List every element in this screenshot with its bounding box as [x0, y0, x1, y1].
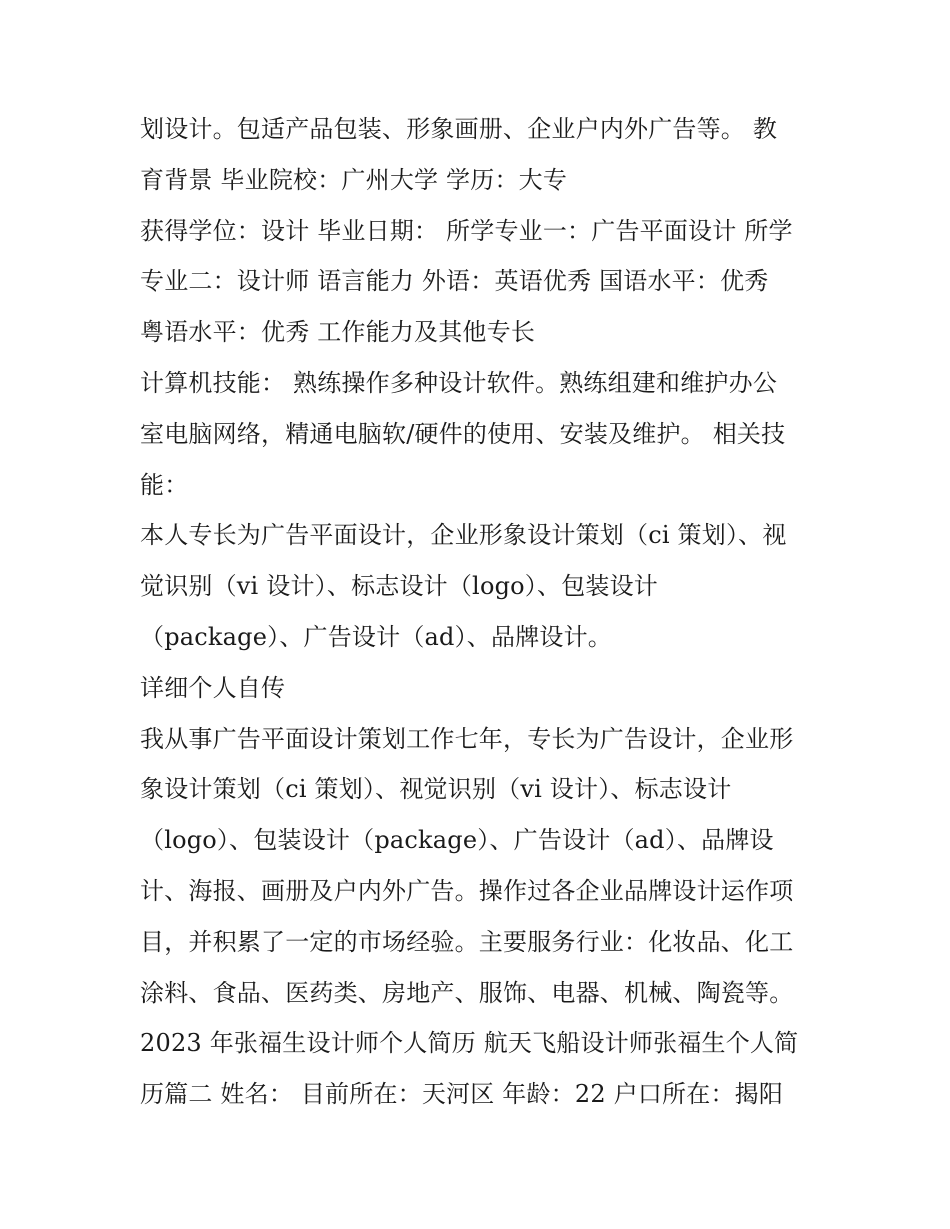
text-line: （logo）、包装设计（package）、广告设计（ad）、品牌设: [140, 826, 774, 855]
text-line: 我从事广告平面设计策划工作七年，专长为广告设计，企业形: [140, 724, 794, 753]
text-line: 专业二：设计师 语言能力 外语：英语优秀 国语水平：优秀: [140, 267, 769, 296]
text-line: 能：: [140, 470, 189, 499]
text-line: 目，并积累了一定的市场经验。主要服务行业：化妆品、化工: [140, 927, 794, 956]
text-line: 育背景 毕业院校：广州大学 学历：大专: [140, 165, 568, 194]
text-line: 涂料、食品、医药类、房地产、服饰、电器、机械、陶瓷等。: [140, 978, 794, 1007]
document-body: [140, 104, 820, 1120]
text-line: 2023 年张福生设计师个人简历 航天飞船设计师张福生个人简: [140, 1029, 799, 1058]
text-line: 计、海报、画册及户内外广告。操作过各企业品牌设计运作项: [140, 876, 794, 905]
text-line: （package）、广告设计（ad）、品牌设计。: [140, 622, 613, 651]
section-heading: 详细个人自传: [140, 673, 286, 702]
text-line: 觉识别（vi 设计）、标志设计（logo）、包装设计: [140, 572, 658, 601]
text-line: 获得学位：设计 毕业日期： 所学专业一：广告平面设计 所学: [140, 216, 793, 245]
text-line: 划设计。包适产品包装、形象画册、企业户内外广告等。 教: [140, 115, 778, 143]
text-line: 本人专长为广告平面设计，企业形象设计策划（ci 策划）、视: [140, 521, 787, 550]
text-line: 象设计策划（ci 策划）、视觉识别（vi 设计）、标志设计: [140, 775, 732, 804]
text-line: 室电脑网络，精通电脑软/硬件的使用、安装及维护。 相关技: [140, 419, 786, 448]
text-line: 计算机技能： 熟练操作多种设计软件。熟练组建和维护办公: [140, 368, 778, 397]
text-line: 历篇二 姓名： 目前所在：天河区 年龄：22 户口所在：揭阳: [140, 1080, 784, 1109]
text-line: 粤语水平：优秀 工作能力及其他专长: [140, 318, 536, 347]
